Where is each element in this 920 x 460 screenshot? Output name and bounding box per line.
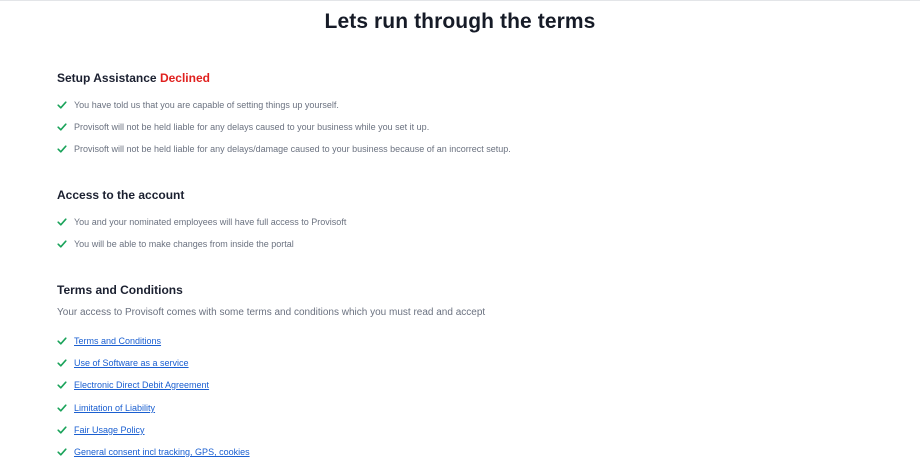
setup-assistance-heading [57, 71, 210, 85]
list-item [57, 237, 294, 251]
list-item-text: Provisoft will not be held liable for any delays/damage caused to your business because of an incorrect setup. [74, 144, 511, 154]
check-icon [57, 217, 67, 227]
terms-intro-text: Your access to Provisoft comes with some terms and conditions which you must read and accept [57, 307, 486, 318]
check-icon [57, 425, 67, 435]
limitation-of-liability-link[interactable]: Limitation of Liability [74, 403, 156, 413]
check-icon [57, 403, 67, 413]
check-icon [57, 336, 67, 346]
top-divider [0, 0, 920, 1]
list-item [57, 120, 429, 134]
list-item [57, 215, 346, 229]
list-item [57, 378, 209, 392]
list-item-text: You will be able to make changes from inside the portal [74, 239, 294, 249]
setup-assistance-heading-text: Setup Assistance [57, 71, 157, 85]
list-item [57, 401, 155, 415]
list-item [57, 98, 339, 112]
list-item-text: You have told us that you are capable of setting things up yourself. [74, 100, 339, 110]
fair-usage-policy-link[interactable]: Fair Usage Policy [74, 425, 145, 435]
terms-and-conditions-link[interactable]: Terms and Conditions [74, 336, 162, 346]
check-icon [57, 144, 67, 154]
list-item [57, 423, 145, 437]
page-title: Lets run through the terms [324, 10, 596, 33]
check-icon [57, 358, 67, 368]
check-icon [57, 380, 67, 390]
list-item [57, 356, 189, 370]
setup-status-declined: Declined [159, 71, 210, 85]
check-icon [57, 239, 67, 249]
check-icon [57, 100, 67, 110]
list-item-text: You and your nominated employees will have full access to Provisoft [74, 217, 347, 227]
software-as-a-service-link[interactable]: Use of Software as a service [74, 358, 189, 368]
list-item [57, 142, 511, 156]
list-item [57, 334, 161, 348]
direct-debit-agreement-link[interactable]: Electronic Direct Debit Agreement [74, 380, 210, 390]
access-account-heading: Access to the account [57, 188, 185, 202]
list-item [57, 445, 250, 459]
terms-conditions-heading: Terms and Conditions [57, 283, 183, 297]
list-item-text: Provisoft will not be held liable for any delays caused to your business while you set it up. [74, 122, 430, 132]
check-icon [57, 122, 67, 132]
general-consent-link[interactable]: General consent incl tracking, GPS, cookies [74, 447, 250, 457]
check-icon [57, 447, 67, 457]
